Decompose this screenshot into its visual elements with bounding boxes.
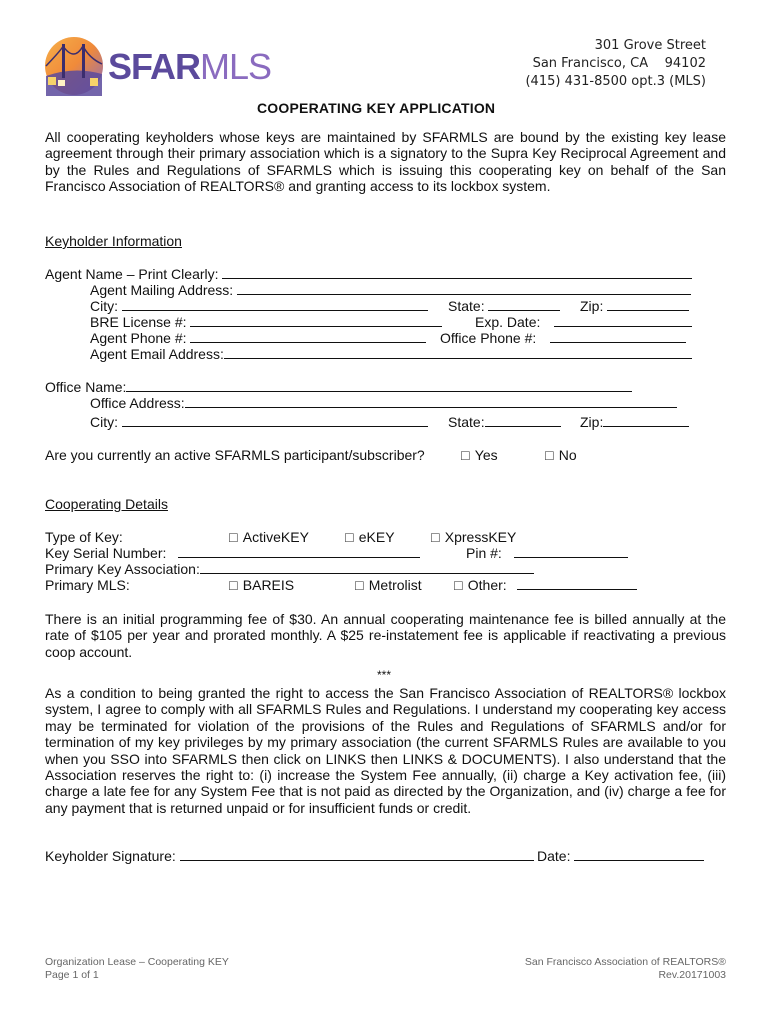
page-title: COOPERATING KEY APPLICATION [257,100,496,116]
footer-revision: Rev.20171003 [658,969,726,981]
office-name-field[interactable] [126,379,632,392]
office-name-row [45,379,632,395]
office-state-row [448,414,561,430]
metrolist-label: Metrolist [368,577,422,593]
signature-row [45,848,534,864]
xpresskey-label: XpressKEY [444,529,517,545]
cooperating-heading: Cooperating Details [45,496,168,512]
date-row [537,848,704,864]
agent-name-field[interactable] [222,266,692,279]
state-label: State: [448,298,485,314]
address-line-2: San Francisco, CA 94102 [532,56,706,71]
office-state-label: State: [448,414,485,430]
city-field[interactable] [122,298,428,311]
agent-phone-label: Agent Phone #: [90,330,187,346]
ekey-checkbox-icon[interactable]: ☐ [344,531,355,545]
other-label: Other: [467,577,507,593]
pin-row [466,545,628,561]
ekey-label: eKEY [358,529,395,545]
date-label: Date: [537,848,571,864]
pin-field[interactable] [514,545,628,558]
condition-paragraph: As a condition to being granted the right to access the San Francisco Association of REALTORS® lockbox system, I agree to comply with all SFARMLS Rules and Regulations. I understand my cooperating key access may be terminated for violation of the provisions of the Rules and Regulations of SFARMLS and/or for termination of my key privileges by my primary association (the current SFARMLS Rules are available to you when you SSO into SFARMLS then click on LINKS then LINKS & DOCUMENTS). I also understand that the Association reserves the right to: (i) increase the System Fee annually, (ii) charge a Key activation fee, (iii) charge a late fee for any System Fee that is not paid as directed by the Organization, and (iv) charge a fee for any payment that is returned unpaid or for insufficient funds or credit. [45,685,726,816]
serial-field[interactable] [178,545,420,558]
ekey-option[interactable] [344,529,395,546]
other-field[interactable] [517,577,637,590]
activekey-option[interactable] [228,529,309,546]
intro-paragraph: All cooperating keyholders whose keys are maintained by SFARMLS are bound by the existing key lease agreement through their primary association which is a signatory to the Supra Key Reciprocal Agreement and by the Rules and Regulations of SFARMLS which is issuing this cooperating key on behalf of the San Francisco Association of REALTORS® and granting access to its lockbox system. [45,129,726,195]
zip-row [580,298,689,314]
mailing-address-row [90,282,691,298]
agent-phone-row [90,330,426,346]
mailing-address-label: Agent Mailing Address: [90,282,234,298]
participant-no-option[interactable] [544,447,577,464]
bareis-label: BAREIS [242,577,295,593]
footer-right [525,956,726,982]
bareis-checkbox-icon[interactable]: ☐ [228,579,239,593]
bre-license-label: BRE License #: [90,314,187,330]
activekey-checkbox-icon[interactable]: ☐ [228,531,239,545]
office-state-field[interactable] [485,414,561,427]
primary-assoc-field[interactable] [200,561,534,574]
office-city-label: City: [90,414,118,430]
pin-label: Pin #: [466,545,502,561]
office-phone-field[interactable] [550,330,686,343]
logo-text-sfar: SFAR [108,46,201,87]
yes-checkbox-icon[interactable]: ☐ [460,449,471,463]
serial-label: Key Serial Number: [45,545,167,561]
office-address-field[interactable] [185,395,677,408]
agent-name-row [45,266,692,282]
address-line-3: (415) 431-8500 opt.3 (MLS) [525,74,706,89]
logo [44,36,274,96]
footer-left [45,956,229,982]
footer-organization: San Francisco Association of REALTORS® [524,956,726,968]
state-field[interactable] [488,298,560,311]
no-checkbox-icon[interactable]: ☐ [544,449,555,463]
serial-row [45,545,420,561]
bre-license-field[interactable] [190,314,442,327]
office-city-row [90,414,428,430]
no-label: No [558,447,577,463]
zip-label: Zip: [580,298,604,314]
office-name-label: Office Name: [45,379,127,395]
xpresskey-checkbox-icon[interactable]: ☐ [430,531,441,545]
agent-email-row [90,346,692,362]
participant-yes-option[interactable] [460,447,498,464]
zip-field[interactable] [607,298,689,311]
signature-label: Keyholder Signature: [45,848,176,864]
office-address-row [90,395,677,411]
keyholder-heading: Keyholder Information [45,233,182,249]
address-line-1: 301 Grove Street [594,38,706,53]
agent-email-label: Agent Email Address: [90,346,224,362]
exp-date-field[interactable] [554,314,692,327]
primary-mls-label: Primary MLS: [45,577,130,593]
exp-date-label: Exp. Date: [475,314,541,330]
agent-phone-field[interactable] [190,330,426,343]
office-zip-label: Zip: [580,414,604,430]
xpresskey-option[interactable] [430,529,516,546]
activekey-label: ActiveKEY [242,529,309,545]
office-zip-row [580,414,689,430]
office-phone-label: Office Phone #: [440,330,537,346]
mailing-address-field[interactable] [237,282,691,295]
separator: *** [377,668,392,682]
signature-field[interactable] [180,848,534,861]
primary-assoc-row [45,561,534,577]
footer-doc-name: Organization Lease – Cooperating KEY [45,956,229,968]
type-of-key-label: Type of Key: [45,529,123,545]
office-zip-field[interactable] [603,414,689,427]
office-phone-row [440,330,686,346]
logo-text-mls: MLS [200,46,272,87]
agent-email-field[interactable] [224,346,692,359]
footer-page-number: Page 1 of 1 [45,969,99,981]
participant-question: Are you currently an active SFARMLS participant/subscriber? [45,447,425,463]
bareis-option[interactable] [228,577,294,594]
metrolist-option[interactable] [354,577,422,594]
office-address-block [525,37,706,91]
city-label: City: [90,298,118,314]
office-address-label: Office Address: [90,395,185,411]
primary-assoc-label: Primary Key Association: [45,561,200,577]
fee-paragraph: There is an initial programming fee of $30. An annual cooperating maintenance fee is billed annually at the rate of $105 per year and prorated monthly. A $25 re-instatement fee is applicable if reactivating a previous coop account. [45,611,726,660]
state-row [448,298,560,314]
agent-name-label: Agent Name – Print Clearly: [45,266,219,282]
city-row [90,298,428,314]
other-checkbox-icon[interactable]: ☐ [453,579,464,593]
date-field[interactable] [574,848,704,861]
yes-label: Yes [474,447,498,463]
logo-emblem-icon [44,36,106,96]
metrolist-checkbox-icon[interactable]: ☐ [354,579,365,593]
bre-license-row [90,314,442,330]
other-option[interactable] [453,577,637,594]
office-city-field[interactable] [122,414,428,427]
exp-date-row [475,314,692,330]
